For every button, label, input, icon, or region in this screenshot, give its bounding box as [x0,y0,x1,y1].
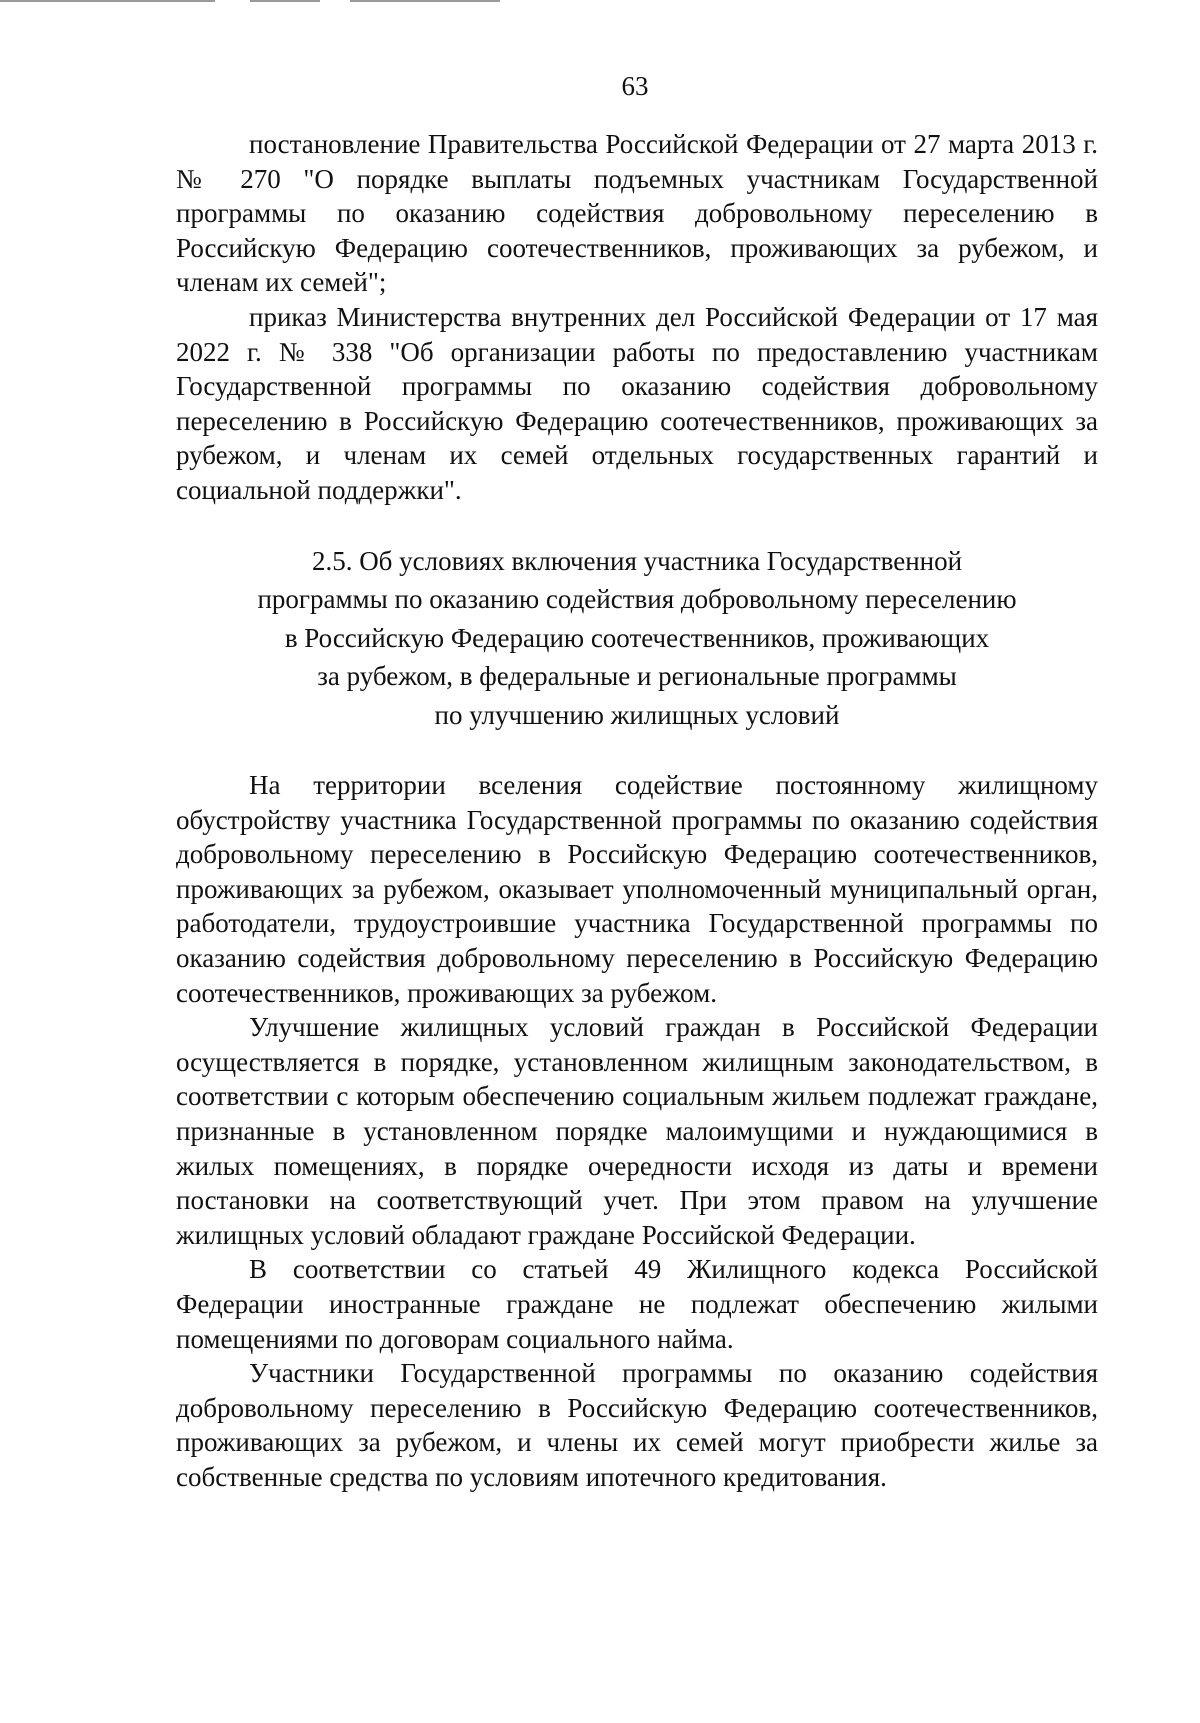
section-heading-line: за рубежом, в федеральные и региональные программы [317,661,957,692]
section-heading-line: по улучшению жилищных условий [434,699,840,730]
section-heading-2-5 [176,542,1098,735]
page-number: 63 [621,71,649,101]
paragraph-housing-improvement: Улучшение жилищных условий граждан в Российской Федерации осуществляется в порядке, установленном жилищным законодательством, в соответствии с которым обеспечению социальным жильем подлежат граждане, признанные в установленном порядке малоимущими и нуждающимися в жилых помещениях, в порядке очередности исходя из даты и времени постановки на соответствующий учет. При этом правом на улучшение жилищных условий обладают граждане Российской Федерации. [176,1012,1098,1250]
paragraph-resolution-270: постановление Правительства Российской Федерации от 27 марта 2013 г. № 270 "О порядке выплаты подъемных участникам Государственной программы по оказанию содействия добровольному переселению в Российскую Федерацию соотечественников, проживающих за рубежом, и членам их семей"; [176,129,1098,298]
paragraph-housing-assistance: На территории вселения содействие постоянному жилищному обустройству участника Государственной программы по оказанию содействия добровольному переселению в Российскую Федерацию соотечественников, проживающих за рубежом, оказывает уполномоченный муниципальный орган, работодатели, трудоустроившие участника Государственной программы по оказанию содействия добровольному переселению в Российскую Федерацию соотечественников, проживающих за рубежом. [176,770,1098,1008]
scan-edge-top-left [0,0,215,2]
paragraph-article-49: В соответствии со статьей 49 Жилищного кодекса Российской Федерации иностранные граждане не подлежат обеспечению жилыми помещениями по договорам социального найма. [176,1254,1098,1354]
paragraph-mortgage: Участники Государственной программы по оказанию содействия добровольному переселению в Российскую Федерацию соотечественников, проживающих за рубежом, и члены их семей могут приобрести жилье за собственные средства по условиям ипотечного кредитования. [176,1358,1098,1492]
scan-edge-top-middle [250,0,320,2]
scan-edge-top-right [350,0,500,2]
document-body [176,127,1098,1495]
section-heading-line: в Российскую Федерацию соотечественников, проживающих [284,622,990,653]
paragraph-order-338: приказ Министерства внутренних дел Российской Федерации от 17 мая 2022 г. № 338 "Об организации работы по предоставлению участникам Государственной программы по оказанию содействия добровольному переселению в Российскую Федерацию соотечественников, проживающих за рубежом, и членам их семей отдельных государственных гарантий и социальной поддержки". [176,301,1098,505]
section-heading-line: 2.5. Об условиях включения участника Государственной [311,545,963,576]
section-heading-line: программы по оказанию содействия добровольному переселению [257,584,1017,615]
